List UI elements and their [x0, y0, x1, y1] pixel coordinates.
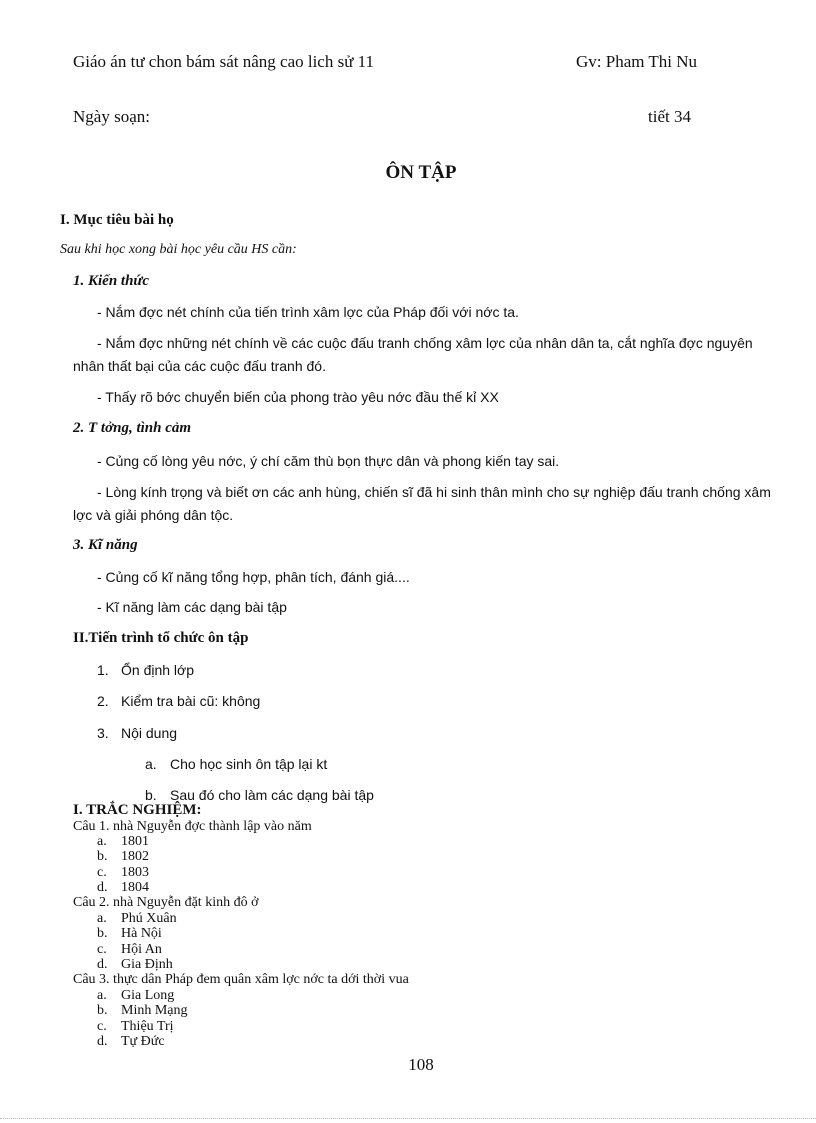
- knowledge-item: - Thấy rõ bớc chuyển biến của phong trào yêu nớc đầu thế kỉ XX: [97, 389, 499, 405]
- option-text: Minh Mạng: [121, 1003, 188, 1018]
- option-text: Hà Nội: [121, 926, 162, 941]
- option-letter: b.: [97, 849, 108, 864]
- thought-heading: 2. T tởng, tình cảm: [73, 420, 192, 436]
- option-letter: d.: [97, 957, 108, 972]
- option-text: 1803: [121, 865, 149, 880]
- option-letter: d.: [97, 880, 108, 895]
- header-right: Gv: Pham Thi Nu: [576, 52, 698, 71]
- header-left: Giáo án tư chon bám sát nâng cao lich sử 11: [73, 52, 375, 71]
- section1-heading: I. Mục tiêu bài họ: [60, 212, 174, 228]
- substep-text: Sau đó cho làm các dạng bài tập: [170, 787, 374, 803]
- option-letter: d.: [97, 1034, 108, 1049]
- question-1: Câu 1. nhà Nguyễn đợc thành lập vào năm: [73, 819, 312, 834]
- step-text: Ổn định lớp: [121, 662, 195, 678]
- option-text: Gia Định: [121, 957, 173, 972]
- option-letter: b.: [97, 1003, 108, 1018]
- skills-item: - Củng cố kĩ năng tổng hợp, phân tích, đánh giá....: [97, 569, 410, 585]
- option-letter: a.: [97, 988, 107, 1003]
- page-bottom-divider: [0, 1118, 816, 1119]
- knowledge-heading: 1. Kiến thức: [73, 273, 150, 289]
- option-text: Tự Đức: [121, 1034, 165, 1049]
- question-3: Câu 3. thực dân Pháp đem quân xâm lợc nớc ta dới thời vua: [73, 972, 409, 987]
- option-letter: a.: [97, 834, 107, 849]
- option-text: 1802: [121, 849, 149, 864]
- option-text: Gia Long: [121, 988, 175, 1003]
- knowledge-item: - Nắm đợc những nét chính về các cuộc đấu tranh chống xâm lợc của nhân dân ta, cắt nghĩa đợc nguyên nhân thất bại của các cuộc đấu tranh đó.: [73, 335, 753, 374]
- quiz-heading: I. TRẮC NGHIỆM:: [73, 802, 202, 818]
- skills-item: - Kĩ năng làm các dạng bài tập: [97, 599, 287, 615]
- option-letter: a.: [97, 911, 107, 926]
- skills-heading: 3. Kĩ năng: [73, 537, 138, 553]
- page-number: 108: [408, 1055, 434, 1074]
- section1-intro: Sau khi học xong bài học yêu cầu HS cần:: [60, 242, 297, 257]
- option-text: 1804: [121, 880, 149, 895]
- option-text: 1801: [121, 834, 149, 849]
- option-letter: b.: [97, 926, 108, 941]
- option-letter: c.: [97, 1019, 107, 1034]
- step-number: 2.: [97, 693, 109, 709]
- thought-item: - Lòng kính trọng và biết ơn các anh hùng, chiến sĩ đã hi sinh thân mình cho sự nghiệp đấu tranh chống xâm lợc và giải phóng dân tộc.: [73, 484, 771, 523]
- section2-heading: II.Tiến trình tổ chức ôn tập: [73, 630, 249, 646]
- step-number: 3.: [97, 725, 109, 741]
- thought-item: - Củng cố lòng yêu nớc, ý chí căm thù bọn thực dân và phong kiến tay sai.: [97, 453, 560, 469]
- question-2: Câu 2. nhà Nguyễn đặt kinh đô ở: [73, 895, 259, 910]
- knowledge-item: - Nắm đợc nét chính của tiến trình xâm lợc của Pháp đối với nớc ta.: [97, 304, 519, 320]
- option-text: Hội An: [121, 942, 162, 957]
- page-title: ÔN TẬP: [385, 162, 457, 183]
- substep-number: b.: [145, 787, 157, 803]
- substep-number: a.: [145, 756, 157, 772]
- option-text: Thiệu Trị: [121, 1019, 174, 1034]
- option-letter: c.: [97, 865, 107, 880]
- substep-text: Cho học sinh ôn tập lại kt: [170, 756, 328, 772]
- option-letter: c.: [97, 942, 107, 957]
- step-text: Nội dung: [121, 725, 178, 741]
- step-number: 1.: [97, 662, 109, 678]
- date-label: Ngày soạn:: [73, 107, 150, 126]
- step-text: Kiểm tra bài cũ: không: [121, 693, 261, 709]
- lesson-number: tiết 34: [648, 107, 691, 126]
- option-text: Phú Xuân: [121, 911, 177, 926]
